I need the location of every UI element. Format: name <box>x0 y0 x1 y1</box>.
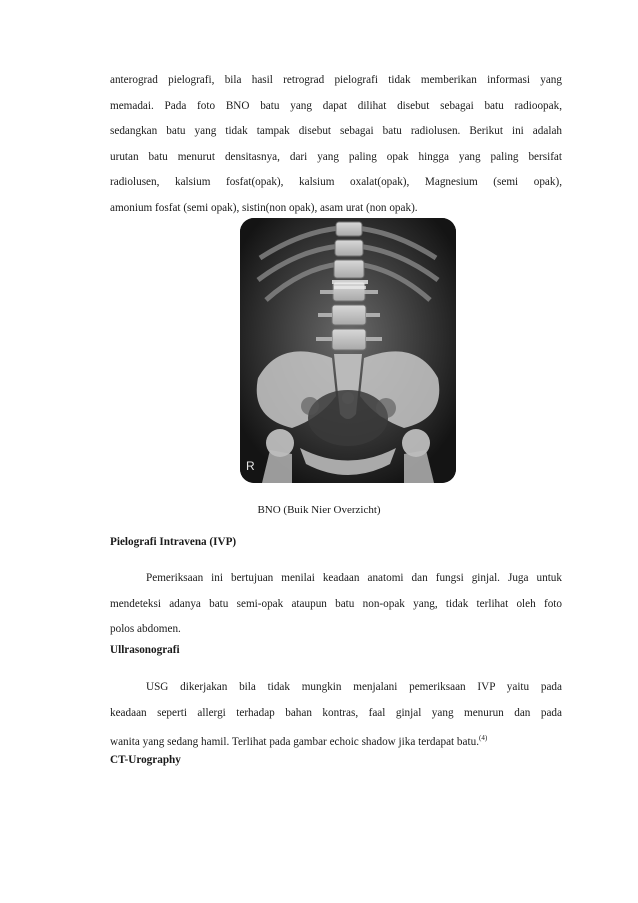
xray-image <box>240 218 456 483</box>
heading-ct-urography: CT-Urography <box>110 754 181 766</box>
heading-usg: Ullrasonografi <box>110 644 180 656</box>
text-line: mendeteksi adanya batu semi-opak ataupun batu non-opak yang, tidak terlihat oleh foto <box>110 597 562 610</box>
figure-caption: BNO (Buik Nier Overzicht) <box>257 504 381 516</box>
text-line: polos abdomen. <box>110 623 181 636</box>
text-line: memadai. Pada foto BNO batu yang dapat dilihat disebut sebagai batu radioopak, <box>110 99 562 112</box>
text-line: anterograd pielografi, bila hasil retrograd pielografi tidak memberikan informasi yang <box>110 74 562 86</box>
text-line: radiolusen, kalsium fosfat(opak), kalsium oxalat(opak), Magnesium (semi opak), <box>110 176 562 189</box>
paragraph-intro <box>110 68 562 222</box>
citation: (4) <box>479 734 488 743</box>
text-line: keadaan seperti allergi terhadap bahan kontras, faal ginjal yang menurun dan pada <box>110 706 562 719</box>
text-line <box>110 726 562 756</box>
text-line: amonium fosfat (semi opak), sistin(non opak), asam urat (non opak). <box>110 201 418 214</box>
xray-figure <box>240 218 456 483</box>
text-line: urutan batu menurut densitasnya, dari yang paling opak hingga yang paling bersifat <box>110 150 562 163</box>
paragraph-ivp <box>110 566 562 643</box>
text-line-content: wanita yang sedang hamil. Terlihat pada gambar echoic shadow jika terdapat batu. <box>110 736 479 749</box>
xray-marker: R <box>246 459 255 473</box>
text-line: sedangkan batu yang tidak tampak disebut sebagai batu radiolusen. Berikut ini adalah <box>110 125 562 138</box>
text-line: Pemeriksaan ini bertujuan menilai keadaan anatomi dan fungsi ginjal. Juga untuk <box>146 572 562 584</box>
text-line: USG dikerjakan bila tidak mungkin menjalani pemeriksaan IVP yaitu pada <box>146 681 562 693</box>
heading-ivp: Pielografi Intravena (IVP) <box>110 536 237 548</box>
paragraph-usg <box>110 675 562 756</box>
